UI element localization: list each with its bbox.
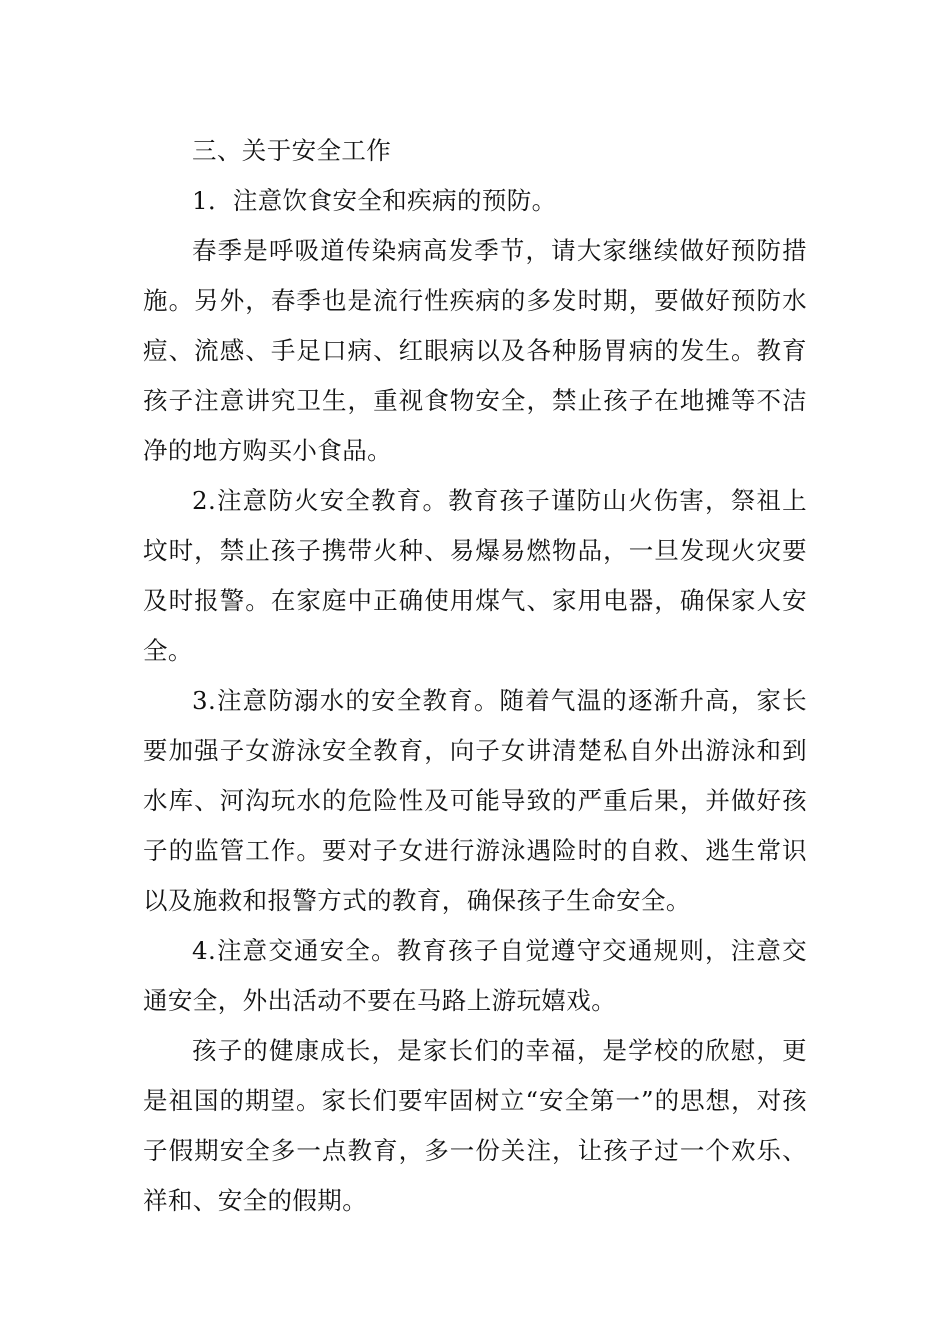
item-1-paragraph: 春季是呼吸道传染病高发季节，请大家继续做好预防措施。另外，春季也是流行性疾病的多发时期，要做好预防水痘、流感、手足口病、红眼病以及各种肠胃病的发生。教育孩子注意讲究卫生，重视食物安全，禁止孩子在地摊等不洁净的地方购买小食品。 xyxy=(143,236,807,465)
closing-paragraph: 孩子的健康成长，是家长们的幸福，是学校的欣慰，更是祖国的期望。家长们要牢固树立“安全第一”的思想，对孩子假期安全多一点教育，多一份关注，让孩子过一个欢乐、祥和、安全的假期。 xyxy=(143,1036,807,1215)
item-3-paragraph: 3.注意防溺水的安全教育。随着气温的逐渐升高，家长要加强子女游泳安全教育，向子女讲清楚私自外出游泳和到水库、河沟玩水的危险性及可能导致的严重后果，并做好孩子的监管工作。要对子女进行游泳遇险时的自救、逃生常识以及施救和报警方式的教育，确保孩子生命安全。 xyxy=(143,686,807,915)
item-2-paragraph: 2.注意防火安全教育。教育孩子谨防山火伤害，祭祖上坟时，禁止孩子携带火种、易爆易燃物品，一旦发现火灾要及时报警。在家庭中正确使用煤气、家用电器，确保家人安全。 xyxy=(143,486,807,665)
document-body xyxy=(143,126,807,1226)
section-heading: 三、关于安全工作 xyxy=(192,136,392,165)
item-1-heading: 1．注意饮食安全和疾病的预防。 xyxy=(192,186,557,215)
item-4-paragraph: 4.注意交通安全。教育孩子自觉遵守交通规则，注意交通安全，外出活动不要在马路上游玩嬉戏。 xyxy=(143,936,807,1015)
